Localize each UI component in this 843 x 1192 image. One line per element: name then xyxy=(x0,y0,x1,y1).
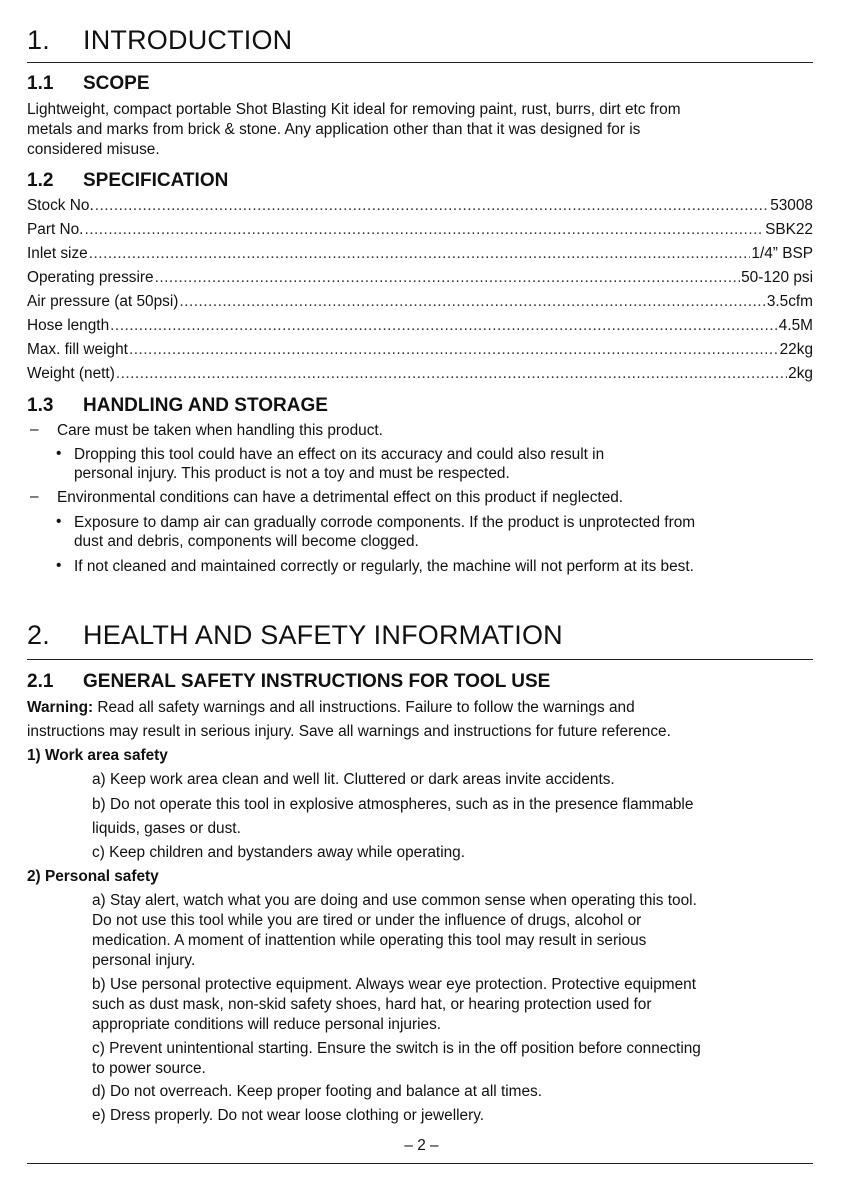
bullet-marker: • xyxy=(56,445,62,462)
page-number: – 2 – xyxy=(404,1137,439,1154)
spec-label: Max. fill weight xyxy=(27,341,128,358)
scope-title: SCOPE xyxy=(83,73,150,94)
personal-item-a-line-1: a) Stay alert, watch what you are doing and use common sense when operating this tool. xyxy=(92,892,697,909)
personal-item-d: d) Do not overreach. Keep proper footing and balance at all times. xyxy=(92,1083,543,1100)
spec-label: Weight (nett) xyxy=(27,365,115,382)
section-2-number: 2. xyxy=(27,620,50,650)
handling-bullet-2-line-2: dust and debris, components will become clogged. xyxy=(74,533,419,550)
scope-line-1: Lightweight, compact portable Shot Blasting Kit ideal for removing paint, rust, burrs, dirt etc from xyxy=(27,101,681,118)
scope-line-3: considered misuse. xyxy=(27,141,160,158)
leader-dots xyxy=(95,197,769,215)
specification-number: 1.2 xyxy=(27,170,54,191)
section-2-heading xyxy=(27,620,563,651)
work-area-item-a: a) Keep work area clean and well lit. Cluttered or dark areas invite accidents. xyxy=(92,771,615,788)
spec-row-weight-nett xyxy=(27,365,813,385)
handling-title: HANDLING AND STORAGE xyxy=(83,395,328,416)
personal-item-c-line-2: to power source. xyxy=(92,1060,206,1077)
spec-label: Part No. xyxy=(27,221,84,238)
personal-item-b-line-2: such as dust mask, non-skid safety shoes, hard hat, or hearing protection used for xyxy=(92,996,652,1013)
general-safety-title: GENERAL SAFETY INSTRUCTIONS FOR TOOL USE xyxy=(83,671,551,692)
leader-dots xyxy=(89,245,751,263)
general-safety-heading xyxy=(27,671,550,693)
section-1-heading xyxy=(27,25,292,56)
handling-number: 1.3 xyxy=(27,395,54,416)
spec-label: Stock No. xyxy=(27,197,94,214)
leader-dots xyxy=(179,293,765,311)
warning-label: Warning: xyxy=(27,699,94,716)
dash-marker: – xyxy=(30,488,39,505)
spec-value: 50-120 psi xyxy=(741,269,813,286)
spec-label: Air pressure (at 50psi) xyxy=(27,293,179,310)
spec-row-max-fill-weight xyxy=(27,341,813,361)
section-1-title: INTRODUCTION xyxy=(83,25,293,55)
section-2-title: HEALTH AND SAFETY INFORMATION xyxy=(83,620,563,650)
spec-value: 3.5cfm xyxy=(766,293,813,310)
handling-dash-2: Environmental conditions can have a detrimental effect on this product if neglected. xyxy=(57,489,624,506)
section-1-rule xyxy=(27,62,813,63)
leader-dots xyxy=(116,365,787,383)
leader-dots xyxy=(84,221,764,239)
scope-number: 1.1 xyxy=(27,73,54,94)
spec-label: Inlet size xyxy=(27,245,88,262)
handling-dash-1: Care must be taken when handling this product. xyxy=(57,422,383,439)
warning-line-1 xyxy=(27,698,635,718)
spec-label: Hose length xyxy=(27,317,110,334)
bullet-marker: • xyxy=(56,513,62,530)
leader-dots xyxy=(110,317,778,335)
spec-value: 22kg xyxy=(779,341,813,358)
footer-rule xyxy=(27,1163,813,1164)
spec-value: 4.5M xyxy=(778,317,813,334)
warning-text-1: Read all safety warnings and all instructions. Failure to follow the warnings and xyxy=(93,699,635,716)
personal-item-c-line-1: c) Prevent unintentional starting. Ensure the switch is in the off position before connecting xyxy=(92,1040,701,1057)
personal-item-a-line-2: Do not use this tool while you are tired or under the influence of drugs, alcohol or xyxy=(92,912,642,929)
spec-row-part-no xyxy=(27,221,813,241)
spec-row-stock-no xyxy=(27,197,813,217)
spec-value: SBK22 xyxy=(765,221,813,238)
work-area-heading: 1) Work area safety xyxy=(27,747,168,764)
section-1-number: 1. xyxy=(27,25,50,55)
work-area-item-b-line-1: b) Do not operate this tool in explosive atmospheres, such as in the presence flammable xyxy=(92,796,694,813)
personal-item-b-line-1: b) Use personal protective equipment. Always wear eye protection. Protective equipment xyxy=(92,976,696,993)
personal-safety-heading: 2) Personal safety xyxy=(27,868,159,885)
spec-row-inlet-size xyxy=(27,245,813,265)
personal-item-a-line-3: medication. A moment of inattention while operating this tool may result in serious xyxy=(92,932,647,949)
bullet-marker: • xyxy=(56,557,62,574)
specification-heading xyxy=(27,170,228,192)
spec-row-air-pressure xyxy=(27,293,813,313)
general-safety-number: 2.1 xyxy=(27,671,54,692)
handling-bullet-1-line-2: personal injury. This product is not a toy and must be respected. xyxy=(74,465,510,482)
specification-title: SPECIFICATION xyxy=(83,170,229,191)
personal-item-e: e) Dress properly. Do not wear loose clothing or jewellery. xyxy=(92,1107,485,1124)
spec-value: 2kg xyxy=(788,365,813,382)
section-2-rule xyxy=(27,659,813,660)
handling-bullet-1-line-1: Dropping this tool could have an effect on its accuracy and could also result in xyxy=(74,446,605,463)
work-area-item-b-line-2: liquids, gases or dust. xyxy=(92,820,241,837)
leader-dots xyxy=(155,269,741,287)
leader-dots xyxy=(129,341,779,359)
personal-item-b-line-3: appropriate conditions will reduce personal injuries. xyxy=(92,1016,442,1033)
scope-heading xyxy=(27,73,150,95)
spec-row-operating-pressure xyxy=(27,269,813,289)
scope-line-2: metals and marks from brick & stone. Any application other than that it was designed for is xyxy=(27,121,641,138)
dash-marker: – xyxy=(30,421,39,438)
spec-row-hose-length xyxy=(27,317,813,337)
spec-value: 53008 xyxy=(770,197,813,214)
handling-bullet-2-line-1: Exposure to damp air can gradually corrode components. If the product is unprotected from xyxy=(74,514,696,531)
work-area-item-c: c) Keep children and bystanders away while operating. xyxy=(92,844,466,861)
warning-line-2: instructions may result in serious injury. Save all warnings and instructions for future reference. xyxy=(27,723,671,740)
personal-item-a-line-4: personal injury. xyxy=(92,952,196,969)
handling-heading xyxy=(27,395,328,417)
spec-label: Operating pressire xyxy=(27,269,154,286)
handling-bullet-3: If not cleaned and maintained correctly or regularly, the machine will not perform at its best. xyxy=(74,558,694,575)
spec-value: 1/4” BSP xyxy=(751,245,813,262)
